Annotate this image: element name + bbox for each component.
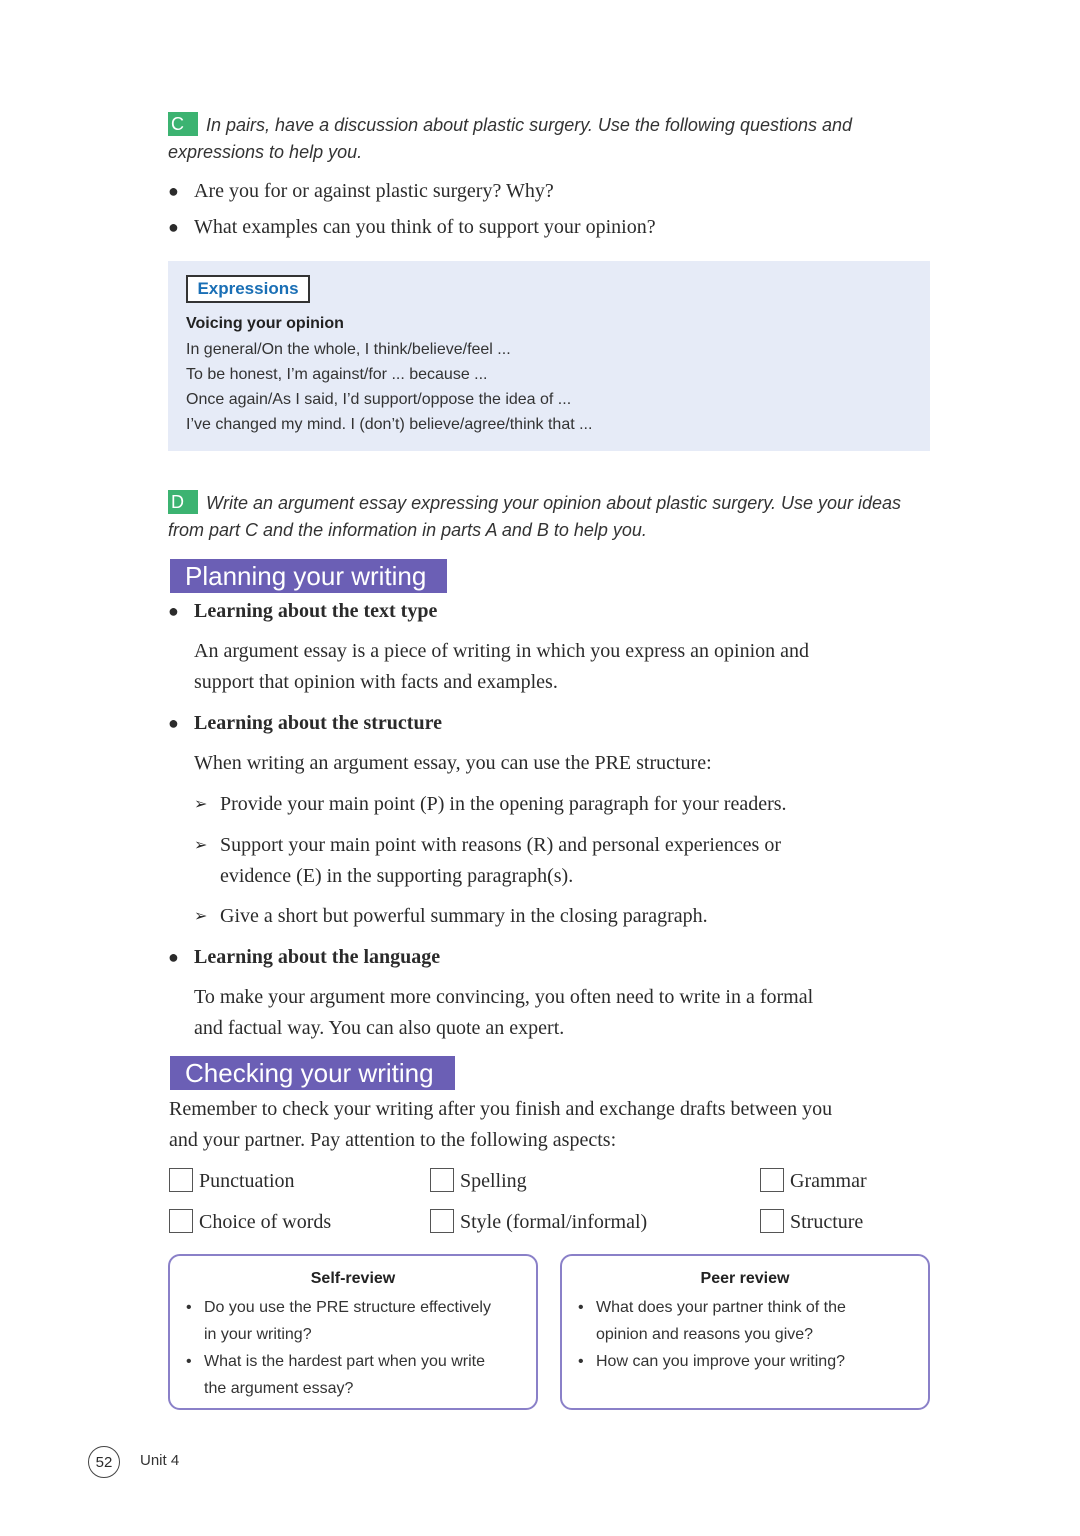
question-text: Are you for or against plastic surgery? Why? xyxy=(194,180,554,202)
arrow-bullet-icon: ➢ xyxy=(194,837,208,854)
expression-line: Once again/As I said, I’d support/oppose the idea of ... xyxy=(186,391,572,408)
text-type-paragraph xyxy=(194,636,914,698)
part-d-instruction-line1: Write an argument essay expressing your opinion about plastic surgery. Use your ideas xyxy=(206,493,902,513)
expressions-tag: Expressions xyxy=(186,275,310,303)
expressions-box xyxy=(168,261,930,451)
expressions-heading: Voicing your opinion xyxy=(186,315,344,332)
bullet-icon: • xyxy=(186,1353,192,1370)
bullet-icon: ● xyxy=(168,217,179,237)
self-review-card: Self-review • Do you use the PRE structure effectively in your writing? • What is the hardest part when you write the argument essay? xyxy=(168,1254,538,1410)
bullet-icon: ● xyxy=(168,181,179,201)
part-d-instruction-line2: from part C and the information in parts A and B to help you. xyxy=(168,520,647,540)
checkbox[interactable] xyxy=(169,1209,193,1233)
structure-point-line1: Give a short but powerful summary in the closing paragraph. xyxy=(220,905,708,927)
arrow-bullet-icon: ➢ xyxy=(194,908,208,925)
language-line1: To make your argument more convincing, you often need to write in a formal xyxy=(194,986,814,1008)
language-line2: and factual way. You can also quote an expert. xyxy=(194,1017,565,1039)
checkbox[interactable] xyxy=(169,1168,193,1192)
text-type-line1: An argument essay is a piece of writing in which you express an opinion and xyxy=(194,640,810,662)
bullet-icon: ● xyxy=(168,947,179,967)
bullet-icon: • xyxy=(578,1299,584,1316)
bullet-icon: ● xyxy=(168,713,179,733)
structure-point-line1: Provide your main point (P) in the opening paragraph for your readers. xyxy=(220,793,787,815)
part-d-letter: D xyxy=(168,490,198,514)
question-text: What examples can you think of to support your opinion? xyxy=(194,216,656,238)
part-c-letter: C xyxy=(168,112,198,136)
part-c-instruction-line1: In pairs, have a discussion about plastic surgery. Use the following questions and xyxy=(206,115,853,135)
part-c-instruction xyxy=(168,112,928,166)
planning-banner: Planning your writing xyxy=(170,559,447,593)
structure-intro: When writing an argument essay, you can use the PRE structure: xyxy=(194,752,712,774)
checking-intro-line2: and your partner. Pay attention to the following aspects: xyxy=(169,1129,617,1151)
bullet-icon: ● xyxy=(168,601,179,621)
text-type-line2: support that opinion with facts and examples. xyxy=(194,671,558,693)
peer-review-card: Peer review • What does your partner think of the opinion and reasons you give? • How can you improve your writing? xyxy=(560,1254,930,1410)
checking-intro xyxy=(169,1094,939,1156)
structure-point-line2: evidence (E) in the supporting paragraph(s). xyxy=(220,865,574,887)
page-number: 52 xyxy=(88,1446,120,1478)
language-paragraph xyxy=(194,982,914,1044)
expression-line: In general/On the whole, I think/believe/feel ... xyxy=(186,341,511,358)
bullet-icon: • xyxy=(578,1353,584,1370)
self-review-title: Self-review xyxy=(310,1270,396,1287)
checking-intro-line1: Remember to check your writing after you finish and exchange drafts between you xyxy=(169,1098,833,1120)
checking-banner: Checking your writing xyxy=(170,1056,455,1090)
part-d-instruction xyxy=(168,490,928,544)
structure-point-line1: Support your main point with reasons (R) and personal experiences or xyxy=(220,834,781,856)
checkbox[interactable] xyxy=(760,1168,784,1192)
checkbox[interactable] xyxy=(430,1209,454,1233)
arrow-bullet-icon: ➢ xyxy=(194,796,208,813)
unit-label: Unit 4 xyxy=(140,1452,180,1469)
part-c-instruction-line2: expressions to help you. xyxy=(168,142,363,162)
peer-review-title: Peer review xyxy=(700,1270,790,1287)
checkbox[interactable] xyxy=(430,1168,454,1192)
expression-line: To be honest, I’m against/for ... because ... xyxy=(186,366,488,383)
bullet-icon: • xyxy=(186,1299,192,1316)
checkbox[interactable] xyxy=(760,1209,784,1233)
expression-line: I’ve changed my mind. I (don’t) believe/agree/think that ... xyxy=(186,416,593,433)
